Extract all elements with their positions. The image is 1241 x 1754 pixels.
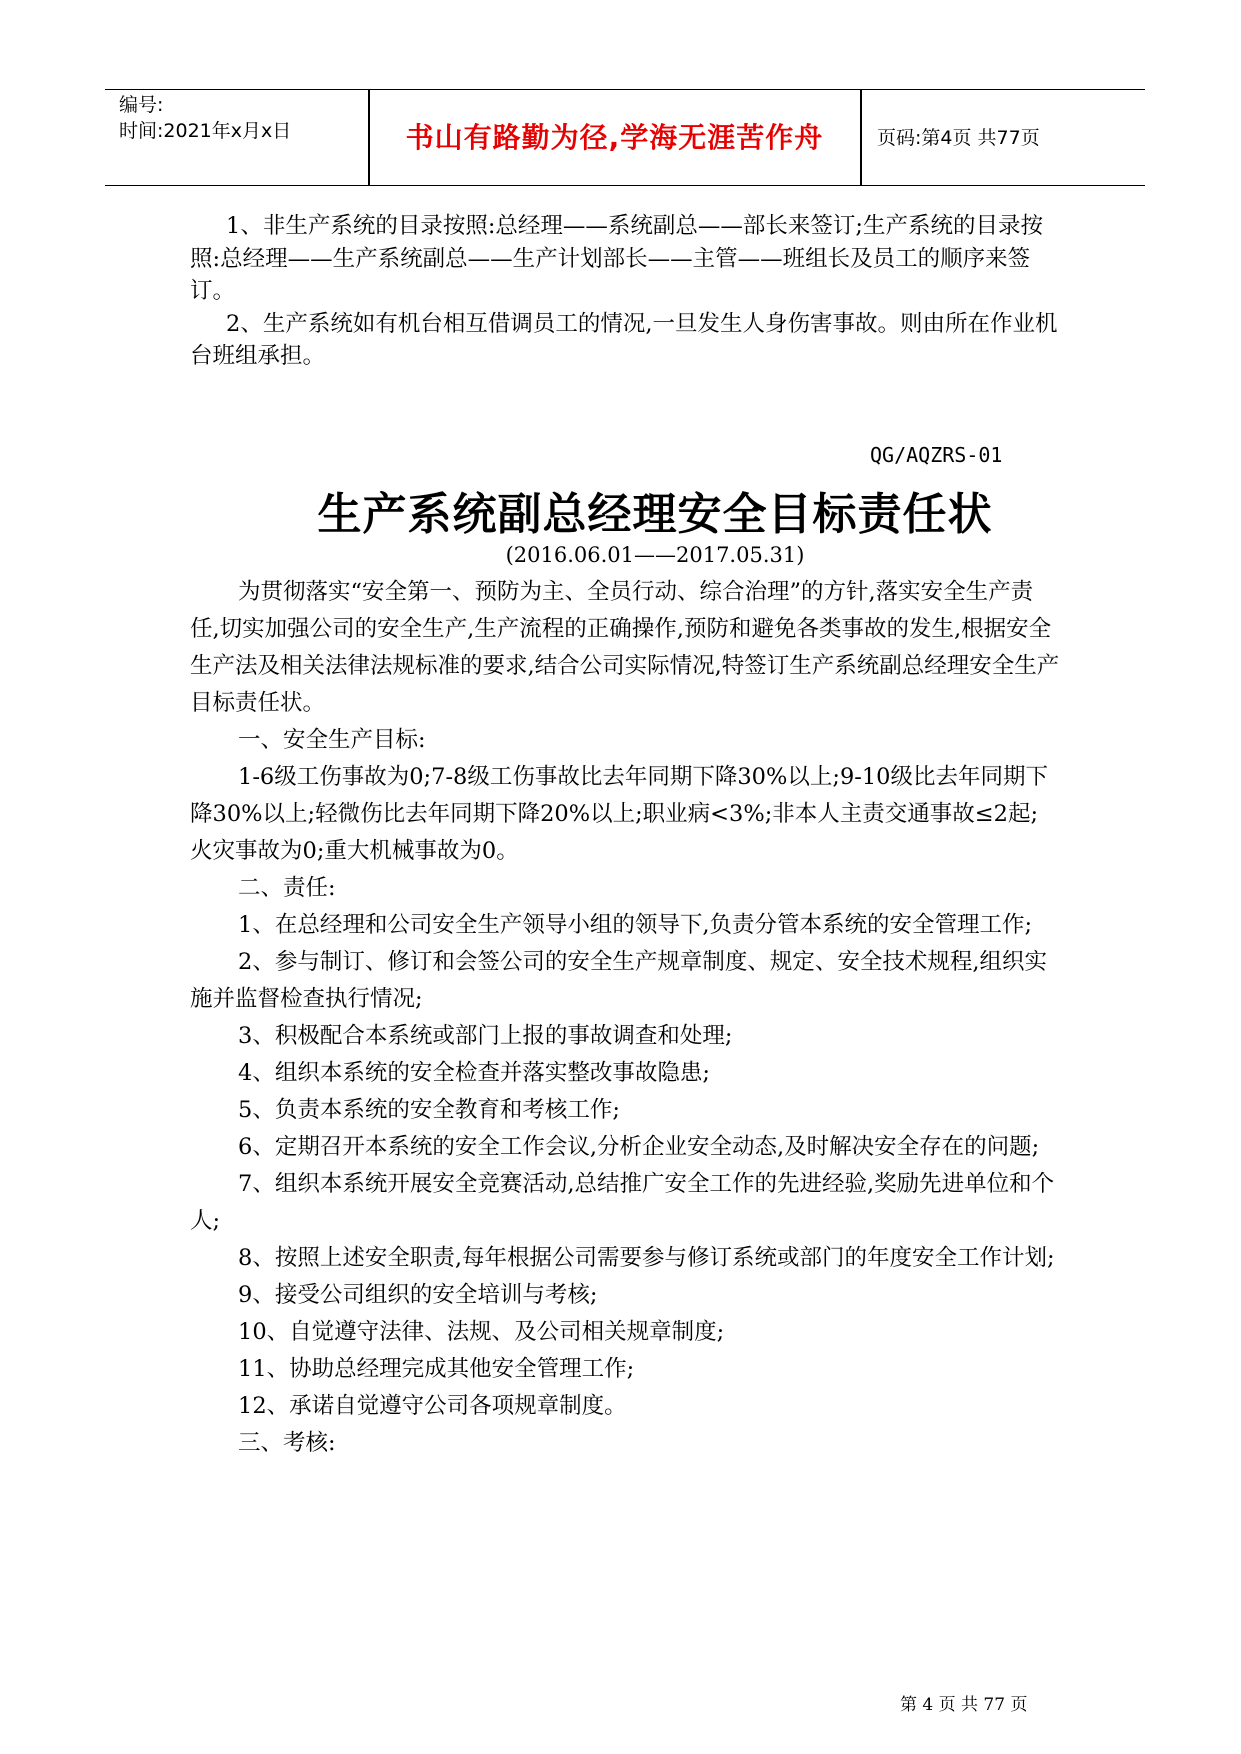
duty-item: 1、在总经理和公司安全生产领导小组的领导下,负责分管本系统的安全管理工作; — [238, 912, 1033, 938]
document-title: 生产系统副总经理安全目标责任状 — [317, 489, 993, 540]
section-heading: 二、责任: — [238, 875, 336, 901]
number-label: 编号: — [119, 94, 164, 116]
header-page-label: 页码:第4页 共77页 — [877, 127, 1040, 149]
intro-paragraph: 1、非生产系统的目录按照:总经理——系统副总——部长来签订;生产系统的目录按照:总经理——生产系统副总——生产计划部长——主管——班组长及员工的顺序来签订。 — [190, 213, 1043, 304]
duty-item: 5、负责本系统的安全教育和考核工作; — [238, 1097, 620, 1123]
duty-item: 3、积极配合本系统或部门上报的事故调查和处理; — [238, 1023, 733, 1049]
duty-item: 9、接受公司组织的安全培训与考核; — [238, 1282, 598, 1308]
page-header — [105, 89, 1145, 186]
duty-item: 12、承诺自觉遵守公司各项规章制度。 — [238, 1393, 627, 1419]
document-body — [190, 574, 1060, 1462]
date-range: (2016.06.01——2017.05.31) — [505, 543, 805, 567]
header-motto: 书山有路勤为径,学海无涯苦作舟 — [405, 121, 824, 154]
preamble-paragraph: 为贯彻落实“安全第一、预防为主、全员行动、综合治理”的方针,落实安全生产责任,切实加强公司的安全生产,生产流程的正确操作,预防和避免各类事故的发生,根据安全生产法及相关法律法规标准的要求,结合公司实际情况,特签订生产系统副总经理安全生产目标责任状。 — [190, 579, 1060, 716]
time-label: 时间:2021年x月x日 — [119, 120, 292, 142]
intro-paragraph: 2、生产系统如有机台相互借调员工的情况,一旦发生人身伤害事故。则由所在作业机台班组承担。 — [190, 310, 1058, 369]
intro-section — [190, 210, 1060, 373]
duty-item: 10、自觉遵守法律、法规、及公司相关规章制度; — [238, 1319, 725, 1345]
duty-item: 2、参与制订、修订和会签公司的安全生产规章制度、规定、安全技术规程,组织实施并监督检查执行情况; — [190, 949, 1047, 1012]
page-footer: 第 4 页 共 77 页 — [900, 1695, 1028, 1715]
header-divider — [860, 90, 862, 185]
document-ref-code: QG/AQZRS-01 — [870, 443, 1003, 467]
duty-item: 7、组织本系统开展安全竞赛活动,总结推广安全工作的先进经验,奖励先进单位和个人; — [190, 1171, 1055, 1234]
duty-item: 6、定期召开本系统的安全工作会议,分析企业安全动态,及时解决安全存在的问题; — [238, 1134, 1040, 1160]
section-heading: 三、考核: — [238, 1430, 336, 1456]
targets-paragraph: 1-6级工伤事故为0;7-8级工伤事故比去年同期下降30%以上;9-10级比去年同期下降30%以上;轻微伤比去年同期下降20%以上;职业病<3%;非本人主责交通事故≤2起;火灾事故为0;重大机械事故为0。 — [190, 764, 1049, 864]
header-meta — [119, 92, 291, 144]
duty-item: 4、组织本系统的安全检查并落实整改事故隐患; — [238, 1060, 710, 1086]
duty-item: 11、协助总经理完成其他安全管理工作; — [238, 1356, 635, 1382]
duty-item: 8、按照上述安全职责,每年根据公司需要参与修订系统或部门的年度安全工作计划; — [238, 1245, 1055, 1271]
section-heading: 一、安全生产目标: — [238, 727, 426, 753]
